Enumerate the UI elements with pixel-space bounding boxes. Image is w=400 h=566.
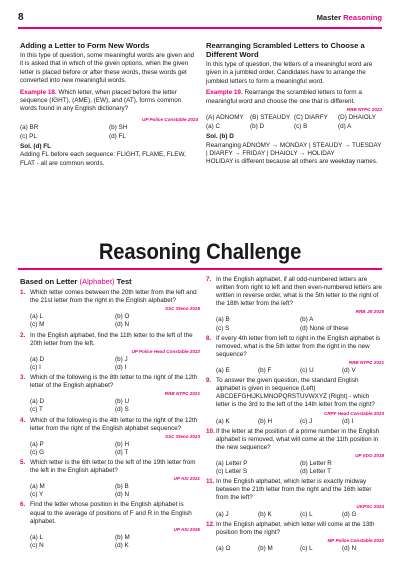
answer-option: (d) N [115, 321, 129, 329]
question-source: RRB NTPC 2021 [348, 359, 384, 365]
answer-option: (a) E [216, 367, 230, 375]
challenge-divider [18, 268, 382, 270]
question-text: If every 4th letter from left to right in the English alphabet is removed, what is the 5th letter from the right in the new sequence? [216, 334, 381, 358]
question-text: Which of the following is the 4th letter to the right of the 12th letter from the right of the English alphabet sequence? [30, 416, 198, 432]
question-options [30, 483, 200, 499]
example-options [20, 124, 198, 141]
answer-option: (a) L [30, 313, 43, 321]
answer-option: (c) U [300, 367, 314, 375]
solution-label: Sol. (b) [206, 133, 228, 141]
question-text: Which letter is the 6th letter to the left of the 19th letter from the left in the English alphabet? [30, 458, 196, 475]
answer-option: (b) J [115, 355, 128, 363]
answer-option: (d) I [342, 417, 354, 425]
solution [206, 133, 382, 167]
question-options [216, 545, 384, 553]
question-number: 5. [20, 458, 26, 466]
answer-option: (d) S [115, 406, 129, 414]
option: (b) SH [109, 124, 128, 132]
answer-option: (d) Letter T [300, 468, 332, 476]
answer-option: (a) D [30, 355, 44, 363]
word-option: (D) DHAIOLY [338, 114, 376, 122]
question-item [20, 417, 200, 457]
section-title: Adding a Letter to Form New Words [20, 41, 150, 50]
question-text: Which of the following is the 8th letter to the right of the 12th letter of the English alphabet? [30, 374, 198, 390]
question-item [206, 377, 384, 426]
question-text: In the English alphabet, which letter is exactly midway between the 21th letter from the right and the 16th letter from the left? [216, 478, 372, 502]
question-options [30, 356, 200, 372]
question-number: 6. [20, 501, 26, 509]
word-options [206, 114, 382, 122]
header-divider [18, 27, 382, 29]
word-option: (A) ADNOMY [206, 114, 244, 122]
question-options [216, 418, 384, 426]
question-text: In the English alphabet, if all odd-numbered letters are written from right to left and then even-numbered letters are written in reverse order, what is the 5th letter to the right of the 18th letter from the left? [216, 276, 382, 308]
answer-options [206, 123, 382, 131]
section-body: In this type of question, the letters of a meaningful word are given in a jumbled order. Candidates have to arrange the jumbled letters to form a meaningful word. [206, 61, 373, 85]
answer-option: (d) V [342, 367, 356, 375]
question-text: In the English alphabet, which letter will come at the 13th position from the right? [216, 520, 375, 536]
question-item [20, 374, 200, 414]
question-item [20, 501, 200, 550]
subsection-highlight: (Alphabet) [79, 277, 115, 286]
answer-option: (b) A [300, 316, 314, 324]
answer-option: (a) K [216, 417, 230, 425]
subsection-prefix: Based on Letter [20, 277, 80, 286]
question-text: In the English alphabet, find the 11th letter to the left of the 20th letter from the left. [30, 331, 193, 347]
question-source: CRPF Head Constable 2023 [324, 410, 384, 416]
answer-option: (c) M [30, 321, 45, 329]
answer-option: (a) L [30, 533, 43, 541]
question-options [216, 367, 384, 375]
word-option: (C) DIARFY [294, 114, 328, 122]
question-source: UP Police Head Constable 2022 [131, 348, 200, 354]
answer-option: (c) L [300, 510, 313, 518]
answer-option: (c) S [216, 324, 230, 332]
question-item [206, 521, 384, 553]
option: (c) B [294, 122, 308, 130]
solution [20, 143, 198, 168]
question-number: 4. [20, 416, 26, 424]
answer-option: (c) Y [30, 491, 44, 499]
answer-option: (a) M [30, 483, 45, 491]
question-item [20, 459, 200, 499]
question-options [30, 534, 200, 550]
question-options [30, 313, 200, 329]
question-text: If the letter at the position of a prime number in the English alphabet is removed, what will come at the 11th position in the new sequence? [216, 427, 380, 451]
answer-option: (a) B [216, 316, 230, 324]
question-text: Find the letter whose position in the English alphabet is equal to the average of positions of F and R in the English alphabet. [30, 501, 192, 525]
question-number: 10. [206, 427, 215, 435]
example-label: Example 19. [206, 89, 243, 97]
question-source: UKPSC 2024 [356, 503, 384, 509]
answer-option: (a) Letter P [216, 460, 248, 468]
answer-option: (c) J [300, 417, 313, 425]
question-options [216, 316, 384, 332]
answer-option: (d) I [115, 363, 127, 371]
answer-option: (b) F [258, 367, 272, 375]
option: (c) PL [20, 132, 37, 140]
question-item [206, 335, 384, 375]
example-source: RRB NTPC 2022 [346, 107, 382, 113]
question-options [30, 398, 200, 414]
answer-option: (b) O [115, 313, 130, 321]
questions-left-column [20, 278, 200, 552]
section-adding-letter [20, 41, 198, 170]
option: (a) BR [20, 124, 39, 132]
example-label: Example 18. [20, 88, 57, 96]
question-options [216, 511, 384, 519]
book-brand [317, 13, 382, 22]
questions-right-column [206, 276, 384, 555]
question-source: UP ASI 2026 [173, 526, 200, 532]
answer-option: (c) N [30, 541, 44, 549]
question-source: UP ASI 2021 [173, 476, 200, 482]
solution-answer: D [229, 133, 234, 141]
question-item [206, 428, 384, 477]
answer-option: (b) Letter R [300, 460, 332, 468]
solution-text-2: HOLIDAY is different because all others are weekday names. [206, 158, 378, 166]
word-option: (B) STEAUDY [250, 114, 291, 122]
option: (a) C [206, 122, 221, 130]
answer-option: (d) G [342, 510, 357, 518]
answer-option: (a) O [216, 545, 231, 552]
question-number: 2. [20, 331, 26, 339]
question-number: 3. [20, 374, 26, 382]
answer-option: (a) D [30, 398, 44, 406]
answer-option: (d) N [115, 491, 129, 499]
solution-label: Sol. (d) [20, 143, 42, 151]
brand-prefix: Master [316, 13, 344, 22]
answer-option: (b) U [115, 398, 129, 406]
answer-option: (d) None of these [300, 324, 349, 332]
question-text: To answer the given question, the standard English alphabet is given in sequence (Left) ABCDEFGHIJKLMNOPQRSTUVWXYZ (Right) - which letter is the 3rd to the left of the 14th letter from the right? [216, 377, 375, 409]
challenge-title: Reasoning Challenge [98, 239, 302, 264]
answer-option: (c) G [30, 448, 44, 456]
subsection-suffix: Test [114, 277, 132, 286]
section-rearranging [206, 41, 382, 169]
option: (b) D [250, 122, 265, 130]
answer-option: (a) P [30, 440, 44, 448]
question-item [206, 276, 384, 333]
answer-option: (b) M [115, 533, 130, 541]
section-title: Rearranging Scrambled Letters to Choose a Different Word [206, 41, 365, 59]
solution-answer: FL [43, 143, 52, 151]
option: (d) A [338, 122, 352, 130]
answer-option: (c) Letter S [216, 468, 248, 476]
answer-option: (d) K [115, 541, 129, 549]
example-text: Which letter, when placed before the letter sequence (IGHT), (AME), (EW), and (AT), forms common words found in any English dictionary? [20, 88, 182, 113]
solution-text: Adding FL before each sequence: FLIGHT, FLAME, FLEW, FLAT - all are common words. [20, 151, 186, 167]
page-number: 8 [18, 12, 24, 23]
example-text: Rearrange the scrambled letters to form a meaningful word and choose the one that is different. [206, 89, 362, 105]
page-header [18, 12, 382, 28]
question-source: UP VDO 2018 [355, 452, 384, 458]
question-item [206, 478, 384, 518]
answer-option: (c) L [300, 545, 313, 552]
question-text: Which letter comes between the 20th letter from the left and the 21st letter from the right in the English alphabet? [30, 289, 197, 305]
question-options [216, 460, 384, 476]
question-source: SSC Steno 2023 [165, 433, 200, 439]
answer-option: (c) T [30, 406, 43, 414]
question-source: MP Police Constable 2022 [327, 537, 384, 543]
answer-option: (a) J [216, 510, 229, 518]
answer-option: (c) I [30, 363, 41, 371]
question-options [30, 441, 200, 457]
answer-option: (b) B [115, 483, 129, 491]
subsection-title [20, 278, 200, 286]
example-19 [206, 89, 382, 106]
example-source: UP Police Constable 2024 [142, 116, 198, 122]
solution-text: Rearranging ADNOMY → MONDAY | STEAUDY → TUESDAY | DIARFY → FRIDAY | DHAIOLY → HOLIDAY [206, 141, 382, 158]
answer-option: (d) N [342, 545, 356, 552]
question-number: 11. [206, 478, 215, 486]
answer-option: (d) T [115, 448, 129, 456]
question-number: 1. [20, 289, 26, 297]
brand-highlight: Reasoning [343, 13, 382, 22]
question-item [20, 332, 200, 372]
question-number: 8. [206, 334, 212, 342]
answer-option: (b) M [258, 545, 273, 552]
section-body: In this type of question, some meaningful words are given and it is asked that in which of the given options, when the given letter is placed before or after these words, these words get converted into new meaningful words. [20, 52, 195, 85]
answer-option: (b) H [115, 440, 129, 448]
question-source: RRB NTPC 2021 [164, 391, 200, 397]
question-source: SSC Steno 2025 [165, 306, 200, 312]
question-source: RRB JE 2025 [355, 309, 384, 315]
question-number: 7. [206, 276, 212, 283]
option: (d) FL [109, 132, 126, 140]
question-number: 9. [206, 377, 212, 385]
answer-option: (b) H [258, 417, 272, 425]
question-number: 12. [206, 520, 215, 528]
example-18 [20, 89, 198, 114]
question-item [20, 289, 200, 329]
answer-option: (b) K [258, 510, 272, 518]
